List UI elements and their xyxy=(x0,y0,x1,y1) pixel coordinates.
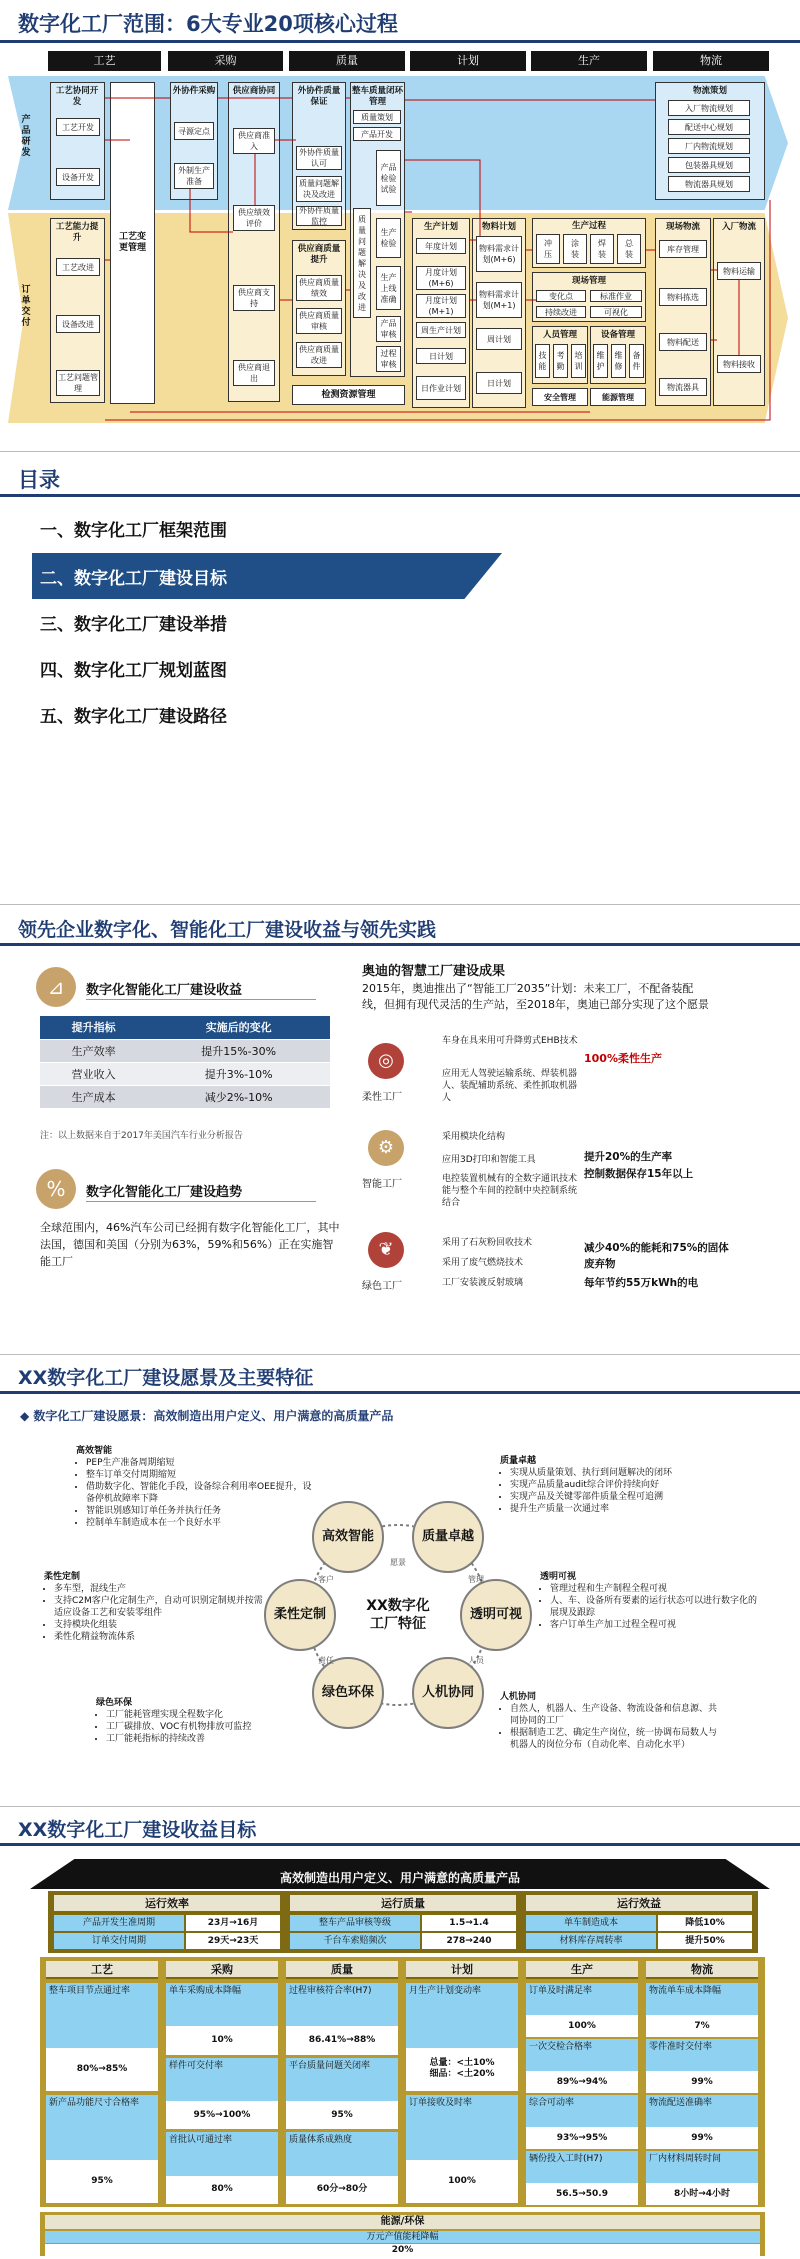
process-item: 物料配送 xyxy=(659,333,707,351)
slide-toc xyxy=(0,452,800,905)
feature-bullet: • 支持模块化组装 xyxy=(54,1619,264,1631)
roof-label: 高效制造出用户定义、用户满意的高质量产品 xyxy=(279,1871,520,1885)
energy-value: 20% xyxy=(45,2244,760,2256)
process-title: 入厂物流 xyxy=(721,222,756,232)
process-item: 配送中心规划 xyxy=(668,119,750,135)
audi-title: 奥迪的智慧工厂建设成果 xyxy=(362,964,506,979)
pillar-metric-label: 订单接收及时率 xyxy=(406,2095,518,2160)
process-title: 现场物流 xyxy=(665,222,700,232)
pillar-metric-value: 总量：<土10% 细品：<土20% xyxy=(406,2048,518,2091)
process-item: 培训 xyxy=(571,344,586,378)
feature-bullet: • 实现产品及关键零部件质量全程可追溯 xyxy=(510,1491,740,1503)
benefit-title: 数字化智能化工厂建设收益 xyxy=(86,983,243,998)
result-text: 减少40%的能耗和75%的固体废弃物 xyxy=(584,1242,729,1270)
process-item: 设备开发 xyxy=(56,168,100,186)
process-item: 月度计划(M+6) xyxy=(416,266,466,290)
pillar-metric-value: 99% xyxy=(646,2127,758,2148)
circle-rouxing: 柔性定制 xyxy=(264,1579,336,1651)
pillar-metric-label: 样件可交付率 xyxy=(166,2058,278,2101)
table-header: 提升指标 xyxy=(40,1016,147,1039)
feature-heading: 柔性定制 xyxy=(44,1572,81,1582)
feature-bullet: • 根据制造工艺、确定生产岗位，统一协调布局数人与机器人的岗位分布（自动化率、自动化水平） xyxy=(510,1727,720,1751)
process-item: 质量问题解决及改进 xyxy=(353,208,371,318)
process-item: 焊装 xyxy=(590,234,614,264)
metric-label: 单车制造成本 xyxy=(526,1915,656,1931)
feature-bullet: • 管理过程和生产制程全程可视 xyxy=(550,1583,760,1595)
table-header-row xyxy=(40,1016,330,1039)
feature-list xyxy=(44,1583,264,1643)
process-item: 供应商质量审核 xyxy=(296,308,342,334)
table-header: 实施后的变化 xyxy=(147,1016,330,1039)
process-item: 冲压 xyxy=(536,234,560,264)
process-item: 厂内物流规划 xyxy=(668,138,750,154)
pillar-metric-value: 60分→80分 xyxy=(286,2176,398,2204)
pillar-metric-label: 首批认可通过率 xyxy=(166,2132,278,2175)
process-item: 可视化 xyxy=(590,306,642,318)
circle-gaoxiao: 高效智能 xyxy=(312,1501,384,1573)
feature-heading: 透明可视 xyxy=(540,1572,577,1582)
source-note: 注：以上数据来自于2017年美国汽车行业分析报告 xyxy=(40,1131,243,1141)
feature-block-touming xyxy=(540,1571,760,1631)
process-title: 物料计划 xyxy=(481,222,516,232)
pillar-metric-label: 质量体系成熟度 xyxy=(286,2132,398,2175)
pillar-metric-label: 零件准时交付率 xyxy=(646,2039,758,2071)
flexible-factory-icon: ◎ xyxy=(368,1043,404,1079)
table-row xyxy=(40,1039,330,1062)
feature-bullet: • 整车订单交付周期缩短 xyxy=(86,1469,316,1481)
pillar-header: 计划 xyxy=(406,1961,518,1979)
pillar-metric-label: 厂内材料周转时间 xyxy=(646,2151,758,2183)
circle-lvse: 绿色环保 xyxy=(312,1657,384,1729)
pillar-metric-value: 7% xyxy=(646,2015,758,2036)
circle-renji: 人机协同 xyxy=(412,1657,484,1729)
process-item: 入厂物流规划 xyxy=(668,100,750,116)
card-header: 运行质量 xyxy=(290,1895,516,1913)
process-item: 供应商质量改进 xyxy=(296,342,342,368)
process-item: 供应商质量绩效 xyxy=(296,275,342,301)
process-item: 生产检验 xyxy=(376,218,401,258)
process-item: 周计划 xyxy=(476,328,522,350)
process-title: 安全管理 xyxy=(532,388,588,406)
percent-icon: % xyxy=(36,1169,76,1209)
process-item: 备件 xyxy=(629,344,644,378)
green-factory-icon: ❦ xyxy=(368,1232,404,1268)
pillar-metric-value: 100% xyxy=(526,2015,638,2036)
trend-text: 全球范围内，46%汽车公司已经拥有数字化智能化工厂，其中法国，德国和美国（分别为63%，59%和56%）正在实施智能工厂 xyxy=(40,1221,340,1268)
process-item: 工艺问题管理 xyxy=(56,370,100,396)
pillar-metric-value: 95%→100% xyxy=(166,2101,278,2129)
feature-bullet: • 控制单车制造成本在一个良好水平 xyxy=(86,1517,316,1529)
process-item: 日计划 xyxy=(416,348,466,364)
link-label: 责任 xyxy=(318,1656,334,1665)
factory-name: 柔性工厂 xyxy=(362,1092,402,1103)
pillar-header: 质量 xyxy=(286,1961,398,1979)
feature-block-lvse xyxy=(96,1697,316,1745)
metric-value: 23月→16月 xyxy=(186,1915,280,1931)
pillar-metric-label: 单车采购成本降幅 xyxy=(166,1983,278,2026)
pillar-header: 工艺 xyxy=(46,1961,158,1979)
process-item: 库存管理 xyxy=(659,240,707,258)
pillar-metric-value: 99% xyxy=(646,2071,758,2092)
metric-label: 材料库存周转率 xyxy=(526,1933,656,1949)
feature-list xyxy=(540,1583,760,1631)
feature-text: 应用3D打印和智能工具 xyxy=(442,1155,536,1165)
metric-label: 千台车索赔频次 xyxy=(290,1933,420,1949)
process-item: 外协件质量监控 xyxy=(296,206,342,226)
process-item: 包装器具规划 xyxy=(668,157,750,173)
process-title: 供应商协同 xyxy=(232,86,276,96)
process-item: 工艺改进 xyxy=(56,258,100,276)
feature-bullet: • 人、车、设备所有要素的运行状态可以进行数字化的展现及跟踪 xyxy=(550,1595,760,1619)
metric-label: 整车产品审核等级 xyxy=(290,1915,420,1931)
factory-name: 智能工厂 xyxy=(362,1179,402,1190)
process-item: 技能 xyxy=(535,344,550,378)
group-box xyxy=(713,218,765,406)
process-item: 寻源定点 xyxy=(174,122,214,140)
metric-value: 降低10% xyxy=(658,1915,752,1931)
pillar-metric-label: 月生产计划变动率 xyxy=(406,1983,518,2048)
pillar-metric-label: 整车项目节点通过率 xyxy=(46,1983,158,2048)
smart-factory-icon: ⚙ xyxy=(368,1130,404,1166)
process-item: 物料运输 xyxy=(717,262,761,280)
toc-item[interactable]: 四、数字化工厂规划蓝图 xyxy=(40,661,227,681)
feature-bullet: • 实现从质量策划、执行到问题解决的闭环 xyxy=(510,1467,740,1479)
slide-targets xyxy=(0,1807,800,2259)
process-item: 供应商准入 xyxy=(233,128,275,154)
feature-heading: 绿色环保 xyxy=(96,1698,133,1708)
process-item: 总装 xyxy=(617,234,641,264)
process-title: 设备管理 xyxy=(600,330,635,340)
process-title: 外协件采购 xyxy=(172,86,216,96)
process-item: 维修 xyxy=(611,344,626,378)
process-item: 维护 xyxy=(593,344,608,378)
table-cell: 提升3%-10% xyxy=(147,1062,330,1085)
table-cell: 提升15%-30% xyxy=(147,1039,330,1062)
title-rule xyxy=(0,1843,800,1846)
link-label: 管理 xyxy=(468,1575,484,1584)
process-item: 外协件质量认可 xyxy=(296,146,342,170)
process-title: 检测资源管理 xyxy=(292,385,405,405)
center-label: XX数字化工厂特征 xyxy=(366,1598,430,1632)
feature-block-zhiliang xyxy=(500,1455,740,1515)
center-circle xyxy=(358,1575,438,1655)
process-title: 工艺变更管理 xyxy=(110,82,155,404)
audi-text: 2015年，奥迪推出了“智能工厂2035”计划：未来工厂，不配备装配线，但拥有现代灵活的生产站，至2018年，奥迪已部分实现了这个愿景 xyxy=(362,982,709,1011)
process-title: 供应商质量提升 xyxy=(297,244,341,265)
toc-item-active[interactable]: 二、数字化工厂建设目标 xyxy=(40,569,227,589)
result-text: 提升20%的生产率 xyxy=(584,1151,673,1163)
process-item: 设备改进 xyxy=(56,315,100,333)
feature-list xyxy=(500,1703,720,1751)
slide-title: 数字化工厂范围：6大专业20项核心过程 xyxy=(18,12,398,36)
process-item: 过程审核 xyxy=(376,346,401,372)
pillar-metric-label: 过程审核符合率(H7) xyxy=(286,1983,398,2026)
slide-title: XX数字化工厂建设愿景及主要特征 xyxy=(18,1367,314,1389)
toc-item[interactable]: 一、数字化工厂框架范围 xyxy=(40,521,227,541)
feature-block-renji xyxy=(500,1691,720,1751)
pillar-metric-value: 95% xyxy=(286,2101,398,2129)
pillar-metric-label: 平台质量问题关闭率 xyxy=(286,2058,398,2101)
process-item: 物料需求计划(M+1) xyxy=(476,282,522,318)
slide-title: 领先企业数字化、智能化工厂建设收益与领先实践 xyxy=(18,919,437,941)
process-item: 考勤 xyxy=(553,344,568,378)
process-item: 物料需求计划(M+6) xyxy=(476,236,522,272)
feature-text: 工厂安装渡反射玻璃 xyxy=(442,1278,524,1288)
pillar-header: 物流 xyxy=(646,1961,758,1979)
process-title: 整车质量闭环管理 xyxy=(352,86,404,107)
pillar-metric-value: 10% xyxy=(166,2026,278,2054)
title-rule xyxy=(0,943,800,946)
link-label: 人员 xyxy=(468,1656,484,1665)
metric-value: 提升50% xyxy=(658,1933,752,1949)
feature-text: 应用无人驾驶运输系统、焊装机器人、装配辅助系统、柔性抓取机器人 xyxy=(442,1069,578,1103)
benefit-table xyxy=(40,1016,330,1109)
process-item: 标准作业 xyxy=(590,290,642,302)
benefit-title-rule xyxy=(86,999,316,1000)
process-item: 物流器具 xyxy=(659,378,707,396)
chart-icon: ⊿ xyxy=(36,967,76,1007)
pillar-metric-label: 新产品功能尺寸合格率 xyxy=(46,2095,158,2160)
process-item: 质量策划 xyxy=(353,110,401,124)
feature-list xyxy=(76,1457,316,1529)
process-item: 周生产计划 xyxy=(416,322,466,338)
pillar-metric-value: 56.5→50.9 xyxy=(526,2183,638,2204)
process-item: 供应商支持 xyxy=(233,285,275,311)
pillar-header: 采购 xyxy=(166,1961,278,1979)
feature-list xyxy=(96,1709,316,1745)
slide-scope xyxy=(0,0,800,452)
card-header: 运行效率 xyxy=(54,1895,280,1913)
process-title: 能源管理 xyxy=(590,388,646,406)
process-title: 外协件质量保证 xyxy=(297,86,341,107)
metric-value: 29天→23天 xyxy=(186,1933,280,1949)
scope-diagram xyxy=(0,0,800,452)
row-label-rd: 产品研发 xyxy=(21,115,31,158)
feature-block-rouxing xyxy=(44,1571,264,1643)
process-item: 质量问题解决及改进 xyxy=(296,176,342,202)
pillar-metric-label: 综合可动率 xyxy=(526,2095,638,2127)
result-text: 每年节约55万kWh的电 xyxy=(584,1277,699,1289)
process-item: 产品检验试验 xyxy=(376,150,401,206)
process-title: 生产过程 xyxy=(571,221,606,231)
feature-text: 电控装置机械有的全数字通讯技术能与整个车间的控制中央控制系统结合 xyxy=(442,1174,578,1208)
col-header-gongyi: 工艺 xyxy=(48,51,161,71)
pillar-metric-label: 一次交检合格率 xyxy=(526,2039,638,2071)
process-item: 变化点 xyxy=(536,290,586,302)
col-header-zhiliang: 质量 xyxy=(289,51,405,71)
process-item: 持续改进 xyxy=(536,306,586,318)
feature-bullet: • 柔性化精益物流体系 xyxy=(54,1631,264,1643)
toc-item[interactable]: 五、数字化工厂建设路径 xyxy=(40,707,227,727)
feature-heading: 人机协同 xyxy=(500,1692,537,1702)
feature-list xyxy=(500,1467,740,1515)
process-item: 生产上线准确 xyxy=(376,266,401,310)
circle-zhiliang: 质量卓越 xyxy=(412,1501,484,1573)
pillar-metric-value: 8小时→4小时 xyxy=(646,2183,758,2204)
feature-bullet: • 多车型，混线生产 xyxy=(54,1583,264,1595)
feature-bullet: • 工厂能耗指标的持续改善 xyxy=(106,1733,316,1745)
pillar-metric-label: 辆份投入工时(H7) xyxy=(526,2151,638,2183)
table-cell: 减少2%-10% xyxy=(147,1085,330,1108)
pillar-metric-label: 订单及时满足率 xyxy=(526,1983,638,2015)
process-item: 产品审核 xyxy=(376,316,401,342)
table-row xyxy=(40,1085,330,1108)
pillar-metric-value: 100% xyxy=(406,2160,518,2203)
process-item: 产品开发 xyxy=(353,127,401,141)
feature-bullet: • 提升生产质量一次通过率 xyxy=(510,1503,740,1515)
feature-text: 采用了石灰粉回收技术 xyxy=(442,1238,533,1248)
pillar-metric-value: 95% xyxy=(46,2160,158,2203)
result-text: 100%柔性生产 xyxy=(584,1052,662,1065)
process-item: 物流器具规划 xyxy=(668,176,750,192)
energy-item: 万元产值能耗降幅 xyxy=(45,2231,760,2243)
col-header-wuliu: 物流 xyxy=(653,51,769,71)
vision-subtitle: ◆ 数字化工厂建设愿景：高效制造出用户定义、用户满意的高质量产品 xyxy=(20,1409,394,1423)
feature-bullet: • 工厂碳排放、VOC有机物排放可监控 xyxy=(106,1721,316,1733)
process-item: 涂装 xyxy=(563,234,587,264)
table-cell: 生产成本 xyxy=(40,1085,147,1108)
process-title: 工艺能力提升 xyxy=(55,222,99,243)
title-rule xyxy=(0,494,800,497)
feature-text: 采用模块化结构 xyxy=(442,1132,506,1142)
process-item: 物料拣选 xyxy=(659,288,707,306)
slide-title: 目录 xyxy=(18,468,60,492)
pillar-metric-value: 80%→85% xyxy=(46,2048,158,2091)
table-cell: 营业收入 xyxy=(40,1062,147,1085)
process-item: 供应商退出 xyxy=(233,360,275,386)
feature-bullet: • PEP生产准备周期缩短 xyxy=(86,1457,316,1469)
card-header: 运行效益 xyxy=(526,1895,752,1913)
link-label: 愿景 xyxy=(390,1558,406,1567)
feature-bullet: • 自然人，机器人、生产设备、物流设备和信息源、共同协同的工厂 xyxy=(510,1703,720,1727)
process-title: 人员管理 xyxy=(542,330,577,340)
feature-text: 采用了废气燃烧技术 xyxy=(442,1258,524,1268)
energy-title: 能源/环保 xyxy=(45,2215,760,2229)
feature-block-gaoxiao xyxy=(76,1445,316,1529)
feature-heading: 质量卓越 xyxy=(500,1456,537,1466)
trend-title: 数字化智能化工厂建设趋势 xyxy=(86,1185,243,1200)
row-label-order: 订单交付 xyxy=(21,285,31,328)
metric-label: 产品开发生准周期 xyxy=(54,1915,184,1931)
slide-title: XX数字化工厂建设收益目标 xyxy=(18,1819,257,1841)
circle-touming: 透明可视 xyxy=(460,1579,532,1651)
pillar-metric-label: 物流单车成本降幅 xyxy=(646,1983,758,2015)
process-title: 生产计划 xyxy=(423,222,458,232)
link-label: 客户 xyxy=(318,1575,334,1584)
toc-item[interactable]: 三、数字化工厂建设举措 xyxy=(40,615,227,635)
metric-value: 278→240 xyxy=(422,1933,516,1949)
feature-heading: 高效智能 xyxy=(76,1446,113,1456)
table-cell: 生产效率 xyxy=(40,1039,147,1062)
pillar-header: 生产 xyxy=(526,1961,638,1979)
slide-vision xyxy=(0,1355,800,1807)
col-header-caigou: 采购 xyxy=(168,51,283,71)
col-header-jihua: 计划 xyxy=(410,51,526,71)
metric-label: 订单交付周期 xyxy=(54,1933,184,1949)
process-item: 日计划 xyxy=(476,372,522,394)
pillar-metric-value: 93%→95% xyxy=(526,2127,638,2148)
feature-bullet: • 支持C2M客户化定制生产，自动可识别定制规并按需适应设备工艺和安装零组件 xyxy=(54,1595,264,1619)
feature-bullet: • 实现产品质量audit综合评价持续向好 xyxy=(510,1479,740,1491)
feature-bullet: • 借助数字化、智能化手段，设备综合利用率OEE提升，设备停机故障率下降 xyxy=(86,1481,316,1505)
metric-value: 1.5→1.4 xyxy=(422,1915,516,1931)
process-item: 外制生产准备 xyxy=(174,163,214,189)
process-item: 物料接收 xyxy=(717,355,761,373)
process-item: 年度计划 xyxy=(416,238,466,254)
col-header-shengchan: 生产 xyxy=(531,51,647,71)
process-title: 物流策划 xyxy=(692,86,727,96)
process-item: 月度计划(M+1) xyxy=(416,294,466,318)
trend-title-rule xyxy=(86,1201,316,1202)
result-text: 控制数据保存15年以上 xyxy=(584,1168,694,1180)
process-title: 工艺协同开发 xyxy=(55,86,99,107)
feature-bullet: • 工厂能耗管理实现全程数字化 xyxy=(106,1709,316,1721)
feature-bullet: • 客户订单生产加工过程全程可视 xyxy=(550,1619,760,1631)
process-title: 现场管理 xyxy=(571,276,606,286)
feature-bullet: • 智能识别感知订单任务并执行任务 xyxy=(86,1505,316,1517)
factory-name: 绿色工厂 xyxy=(362,1281,402,1292)
process-item: 工艺开发 xyxy=(56,118,100,136)
process-item: 日作业计划 xyxy=(416,376,466,400)
pillar-metric-value: 86.41%→88% xyxy=(286,2026,398,2054)
slide-benchmark xyxy=(0,905,800,1355)
pillar-metric-value: 89%→94% xyxy=(526,2071,638,2092)
process-item: 供应绩效评价 xyxy=(233,205,275,231)
feature-text: 车身在具来用可升降剪式EHB技术 xyxy=(442,1036,578,1046)
table-row xyxy=(40,1062,330,1085)
pillar-metric-label: 物流配送准确率 xyxy=(646,2095,758,2127)
pillar-metric-value: 80% xyxy=(166,2176,278,2204)
